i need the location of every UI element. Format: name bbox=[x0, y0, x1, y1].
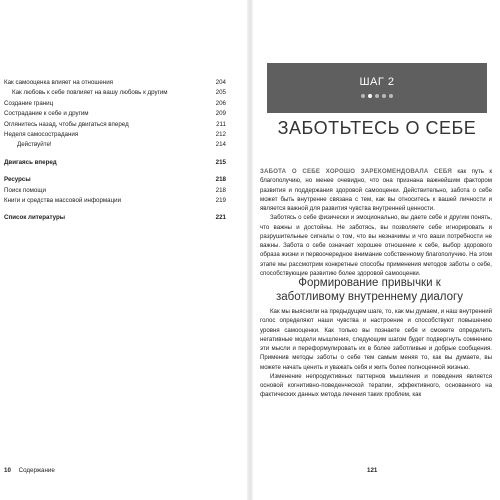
toc-entry-page: 206 bbox=[215, 99, 226, 107]
toc-entry-title: Действуйте! bbox=[17, 141, 52, 149]
toc-entry bbox=[4, 213, 226, 223]
toc-entry bbox=[4, 78, 226, 88]
lead-phrase: ЗАБОТА О СЕБЕ ХОРОШО ЗАРЕКОМЕНДОВАЛА СЕБЯ bbox=[260, 168, 452, 175]
paragraph-2: Заботясь о себе физически и эмоционально, вы даете себе и другим понять, что важны и достойны. Не заботясь, вы позволяете себе игнорировать и разрушительные сигналы о том, что вы незначимы и что ваши потребности не важны. Забота о себе означает хорошее отношение к себе, выбор здорового образа жизни и первоочередное внимание собственному благополучию. На этом этапе мы рассмотрим конкретные способы применения методов заботы о себе, способствующие развитию более здоровой самооценки. bbox=[260, 214, 492, 277]
toc-entry bbox=[4, 120, 226, 130]
toc-entry-title: Список литературы bbox=[4, 214, 66, 222]
toc-entry-title: Создание границ bbox=[4, 99, 54, 107]
table-of-contents bbox=[4, 78, 226, 224]
toc-entry bbox=[4, 175, 226, 185]
toc-entry-page: 221 bbox=[215, 214, 226, 222]
left-page-number: 10 bbox=[4, 467, 11, 474]
step-header-box bbox=[267, 63, 487, 113]
toc-entry-title: Ресурсы bbox=[4, 176, 31, 184]
toc-entry-page: 212 bbox=[215, 131, 226, 139]
toc-entry-page: 205 bbox=[215, 89, 226, 97]
toc-entry-title: Поиск помощи bbox=[4, 186, 46, 194]
toc-entry bbox=[4, 130, 226, 140]
toc-entry-page: 218 bbox=[215, 176, 226, 184]
toc-entry-page: 215 bbox=[215, 158, 226, 166]
toc-entry-page: 218 bbox=[215, 186, 226, 194]
section-text bbox=[260, 307, 492, 400]
toc-entry bbox=[4, 140, 226, 150]
step-label: ШАГ 2 bbox=[359, 76, 395, 88]
chapter-title: ЗАБОТЬТЕСЬ О СЕБЕ bbox=[277, 118, 477, 138]
paragraph-4: Изменение непродуктивных паттернов мышления и поведения является основой когнитивно-поведенческой терапии, эффективного, основанного на фактических данных метода лечения таких проблем, как bbox=[260, 372, 492, 399]
paragraph-1-rest: как путь к благополучию, но менее очевидно, что она признана важнейшим фактором развития и поддержания здоровой самооценки. Действительно, забота о себе может быть внутренне связана с тем, как вы относитесь к вашей личности и является важной для развития чувства внутренней ценности. bbox=[260, 168, 492, 212]
toc-entry-title: Оглянитесь назад, чтобы двигаться вперед bbox=[4, 120, 129, 128]
step-dot-5 bbox=[389, 94, 393, 98]
book-gutter bbox=[247, 0, 253, 500]
toc-entry bbox=[4, 99, 226, 109]
intro-text bbox=[260, 167, 492, 278]
toc-entry-page: 219 bbox=[215, 197, 226, 205]
toc-spacer bbox=[4, 168, 226, 175]
toc-entry-title: Книги и средства массовой информации bbox=[4, 197, 122, 205]
step-dot-3 bbox=[375, 94, 379, 98]
toc-entry bbox=[4, 109, 226, 119]
step-progress-dots bbox=[267, 94, 487, 98]
section-title: Формирование привычки к заботливому внутреннему диалогу bbox=[276, 277, 463, 303]
toc-entry-page: 211 bbox=[216, 120, 226, 128]
toc-entry-title: Неделя самосострадания bbox=[4, 131, 79, 139]
paragraph-3: Как мы выяснили на предыдущем шаге, то, как мы думаем, и наш внутренний голос определяют наши чувства и настроение и способствуют повышению уровня самооценки. Как только вы познаете себя и сможете определить негативные модели мышления, следующим шагом будет подвергнуть сомнению эти мысли и переформулировать их в более заботливые и добрые сообщения. Применив методы заботы о себе тем самым меняя то, как вы думаете, вы можете начать ценить и уважать себя и жить более полноценной жизнью. bbox=[260, 308, 492, 371]
toc-entry-page: 214 bbox=[215, 141, 226, 149]
toc-entry bbox=[4, 158, 226, 168]
toc-entry-title: Сострадание к себе и другим bbox=[4, 110, 89, 118]
right-page-number: 121 bbox=[367, 467, 378, 474]
running-head-contents: Содержание bbox=[18, 467, 55, 474]
paragraph-1 bbox=[260, 167, 492, 213]
toc-entry-title: Двигаясь вперед bbox=[4, 158, 57, 166]
toc-entry-title: Как любовь к себе повлияет на вашу любовь к другим bbox=[12, 89, 168, 97]
toc-entry-page: 209 bbox=[215, 110, 226, 118]
toc-entry-title: Как самооценка влияет на отношения bbox=[4, 79, 114, 86]
step-dot-4 bbox=[382, 94, 386, 98]
toc-spacer bbox=[4, 206, 226, 213]
step-dot-1 bbox=[361, 94, 365, 98]
toc-entry bbox=[4, 88, 226, 98]
left-page-footer bbox=[4, 467, 55, 474]
toc-spacer bbox=[4, 151, 226, 158]
toc-entry bbox=[4, 186, 226, 196]
toc-entry bbox=[4, 196, 226, 206]
step-dot-2-current bbox=[368, 94, 372, 98]
toc-entry-page: 204 bbox=[215, 79, 226, 86]
